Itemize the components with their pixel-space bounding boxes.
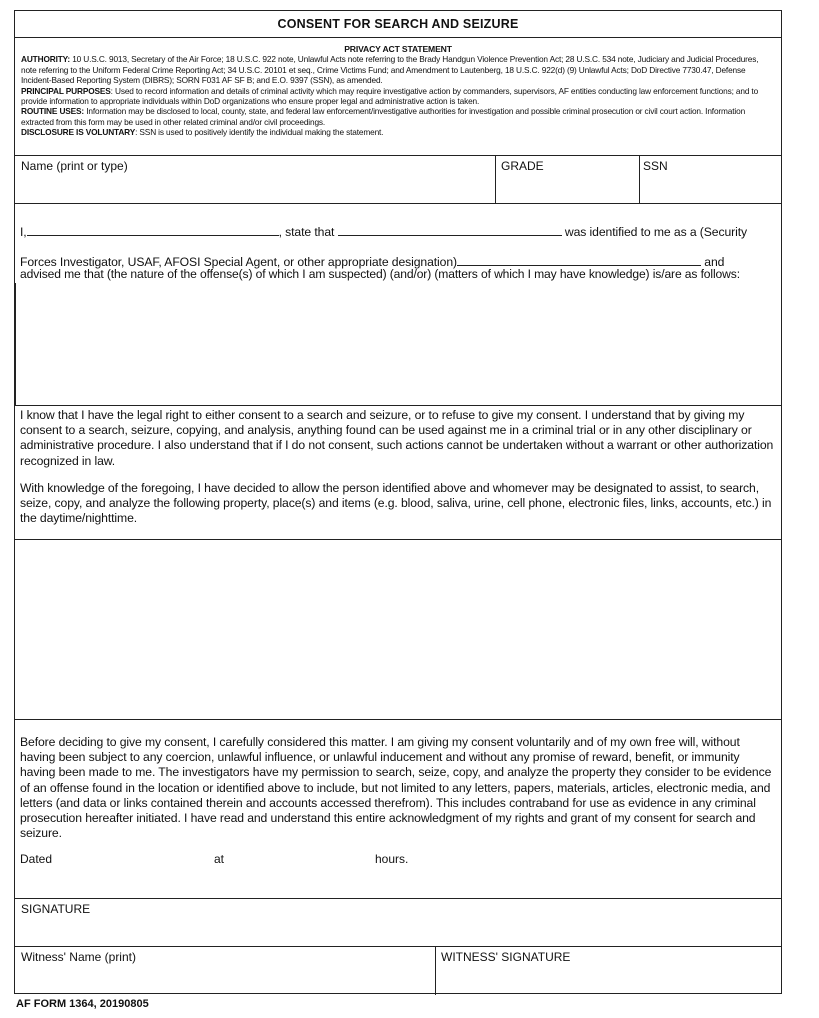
statement-identified-as: was identified to me as a (Security: [564, 225, 747, 239]
property-description-area[interactable]: [15, 541, 781, 717]
statement-designation: Forces Investigator, USAF, AFOSI Special Agent, or other appropriate designation): [20, 255, 457, 269]
dated-label: Dated: [20, 852, 53, 866]
divider: [495, 155, 496, 203]
form-number: AF FORM 1364, 20190805: [16, 998, 149, 1010]
witness-signature-label: WITNESS' SIGNATURE: [441, 950, 571, 964]
purposes-text: : Used to record information and details of criminal activity which may require investigative action by commanders, supervisors, AF entities conducting law enforcement functions; and to provide information to appropriate individuals within DoD organizations who ensure proper legal and administrative action is taken.: [21, 85, 759, 107]
witness-name-label: Witness' Name (print): [21, 950, 136, 964]
signature-label: SIGNATURE: [21, 902, 91, 916]
rights-paragraph-1: I know that I have the legal right to either consent to a search and seizure, or to refuse to give my consent. I understand that by giving my consent to a search, seizure, copying, and analysis, anything found can be used against me in a criminal trial or in any other disciplinary or administrative procedure. I also understand that if I do not consent, such actions cannot be undertaken without a warrant or other authorization recognized in law.: [20, 408, 774, 468]
name-label: Name (print or type): [21, 159, 128, 173]
authority-text: 10 U.S.C. 9013, Secretary of the Air Force; 18 U.S.C. 922 note, Unlawful Acts note referring to the Brady Handgun Violence Prevention Act; 28 U.S.C. 534 note, Judiciary and Judicial Procedures, note referring to the Uniform Federal Crime Reporting Act; 34 U.S.C. 20101 et seq., Crime Victims Fund; and Amendment to Lautenberg, 18 U.S.C. 922(d) (9) Unlawful Acts; DoD Directive 7730.47, Defense Incident-Based Reporting System (DIBRS); SORN F031 AF SF B; and E.O. 9397 (SSN), as amended.: [21, 54, 759, 86]
divider: [435, 946, 436, 995]
consent-form: [14, 10, 782, 994]
privacy-act-statement: [15, 44, 781, 138]
authority-paragraph: [21, 54, 775, 85]
divider: [15, 719, 781, 720]
investigator-name-field[interactable]: [27, 223, 279, 236]
divider: [15, 898, 781, 899]
rights-paragraph-2: With knowledge of the foregoing, I have decided to allow the person identified above and whomever may be designated to assist, to search, seize, copy, and analyze the following property, place(s) and items (e.g. blood, saliva, urine, cell phone, electronic files, links, accounts, etc.) in the daytime/nighttime.: [20, 481, 772, 526]
grade-label: GRADE: [501, 159, 544, 173]
routine-text: Information may be disclosed to local, county, state, and federal law enforcement/investigative authorities for investigation and possible criminal prosecution or civil court action. Information extracted from this form may be used in other related criminal and/or civil proceedings.: [21, 106, 746, 127]
statement-i: I,: [20, 225, 27, 239]
divider: [15, 37, 781, 38]
investigator-identified-field[interactable]: [338, 223, 562, 236]
divider: [15, 539, 781, 540]
offense-description-area[interactable]: [15, 285, 781, 405]
at-label: at: [214, 852, 225, 866]
disclosure-paragraph: [21, 127, 775, 137]
divider: [15, 405, 781, 406]
divider: [639, 155, 640, 203]
statement-line-3: advised me that (the nature of the offense(s) of which I am suspected) (and/or) (matters of which I may have knowledge) is/are as follows:: [20, 267, 740, 281]
statement-and: and: [704, 255, 725, 269]
consent-paragraph: Before deciding to give my consent, I carefully considered this matter. I am giving my consent voluntarily and of my own free will, without having been subject to any coercion, unlawful influence, or unlawful inducement and without any promise of reward, benefit, or immunity having been made to me. The investigators have my permission to search, seize, copy, and analyze the property they consider to be evidence of an offense found in the location or identified above to include, but not limited to any letters, papers, materials, articles, electronic media, and letters (and data or links contained therein and accounts accessed therefrom). This includes contraband for use as evidence in any criminal prosecution hereafter initiated. I have read and understand this entire acknowledgment of my rights and grant of my consent for search and seizure.: [20, 735, 772, 841]
designation-field[interactable]: [457, 253, 701, 266]
statement-line-1: [20, 223, 777, 240]
ssn-label: SSN: [643, 159, 668, 173]
authority-label: AUTHORITY:: [21, 54, 71, 65]
divider: [15, 203, 781, 204]
purposes-paragraph: [21, 86, 775, 107]
divider: [15, 946, 781, 947]
form-title: CONSENT FOR SEARCH AND SEIZURE: [277, 17, 519, 31]
privacy-heading: PRIVACY ACT STATEMENT: [344, 44, 452, 54]
statement-state-that: , state that: [278, 225, 335, 239]
divider: [15, 155, 781, 156]
purposes-label: PRINCIPAL PURPOSES: [21, 85, 111, 96]
routine-label: ROUTINE USES:: [21, 106, 85, 117]
hours-label: hours.: [375, 852, 409, 866]
routine-uses-paragraph: [21, 106, 775, 127]
disclosure-label: DISCLOSURE IS VOLUNTARY: [21, 127, 136, 138]
disclosure-text: : SSN is used to positively identify the individual making the statement.: [135, 127, 384, 138]
